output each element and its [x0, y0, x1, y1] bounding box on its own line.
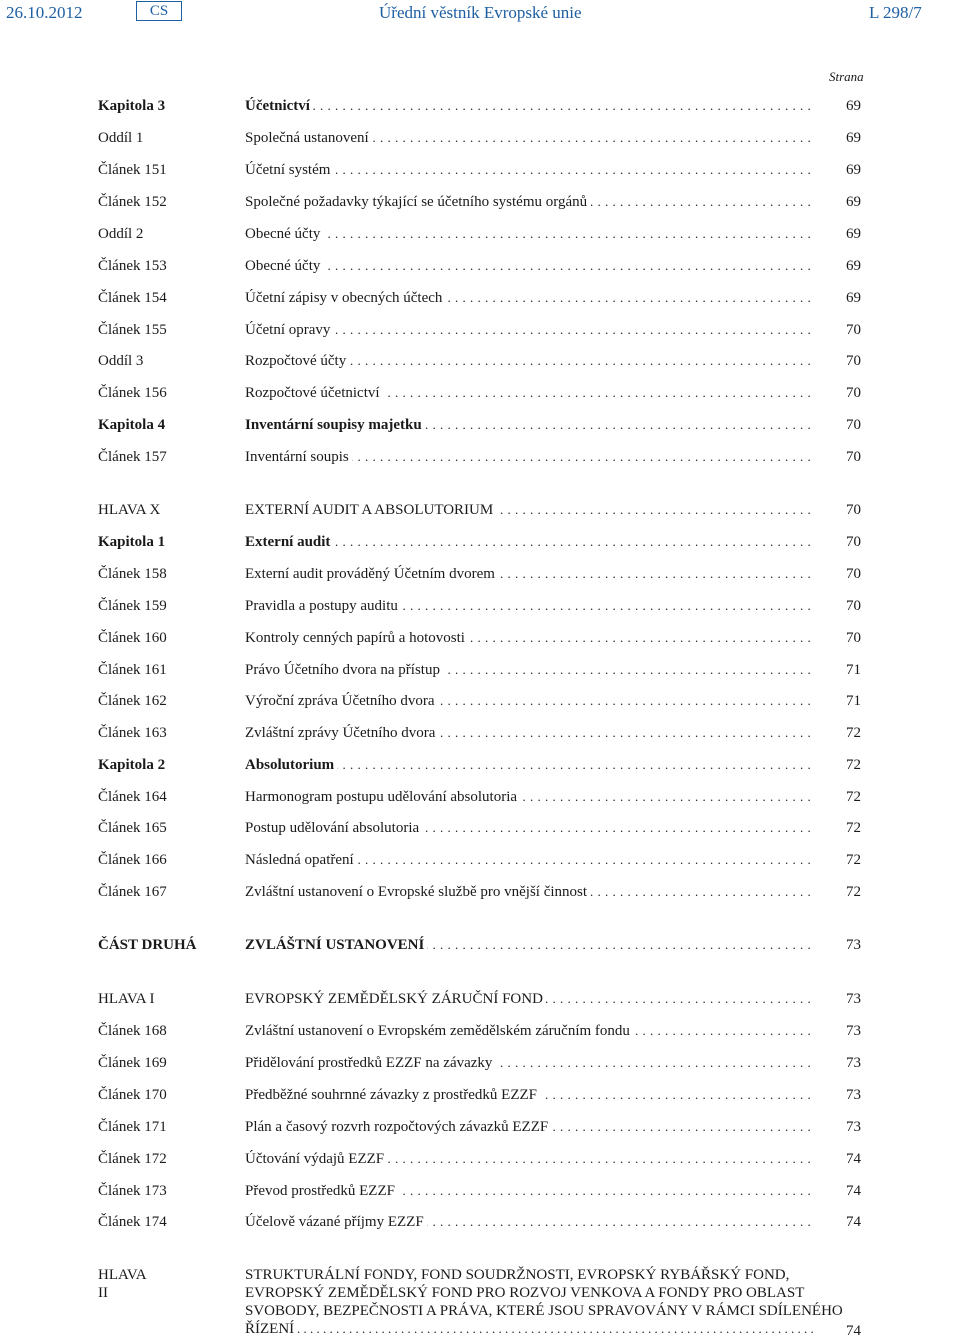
- toc-entry-label: Kapitola 2: [98, 757, 166, 773]
- toc-entry-label: Článek 166: [98, 852, 167, 868]
- toc-entry-page: 70: [846, 449, 861, 465]
- toc-entry-label: Článek 152: [98, 194, 167, 210]
- page-reference: L 298/7: [869, 3, 922, 22]
- toc-entry-title: Postup udělování absolutoria . . .: [245, 818, 815, 838]
- toc-entry-page: 74: [846, 1151, 861, 1167]
- toc-entry-label: Článek 167: [98, 884, 167, 900]
- toc-entry-label: Článek 164: [98, 789, 167, 805]
- toc-entry-title: EXTERNÍ AUDIT A ABSOLUTORIUM . . .: [245, 500, 815, 520]
- toc-entry-label: Oddíl 1: [98, 130, 144, 146]
- toc-entry-title: Účetní opravy . . .: [245, 320, 815, 340]
- language-badge: CS: [136, 1, 182, 21]
- toc-entry-page: 70: [846, 417, 861, 433]
- toc-entry-title: Pravidla a postupy auditu . . .: [245, 596, 815, 616]
- toc-entry-page: 73: [846, 1023, 861, 1039]
- toc-entry-page: 73: [846, 991, 861, 1007]
- toc-entry-label: Článek 158: [98, 566, 167, 582]
- toc-entry-label: HLAVA I: [98, 991, 155, 1007]
- page-header: [0, 0, 960, 26]
- toc-entry-page: 71: [846, 693, 861, 709]
- toc-entry-page: 69: [846, 98, 861, 114]
- toc-entry-page: 73: [846, 1055, 861, 1071]
- toc-entry-page: 70: [846, 353, 861, 369]
- toc-entry-title: Společné požadavky týkající se účetního systému orgánů . . .: [245, 192, 815, 212]
- toc-entry-page: 73: [846, 1119, 861, 1135]
- toc-entry-title: Harmonogram postupu udělování absolutoria . . .: [245, 787, 815, 807]
- toc-entry-page: 72: [846, 820, 861, 836]
- toc-entry-title: Společná ustanovení . . .: [245, 128, 815, 148]
- toc-entry-page: 69: [846, 194, 861, 210]
- toc-entry-line: ŘÍZENÍ . . .: [245, 1320, 815, 1338]
- toc-entry-title: Rozpočtové účty . . .: [245, 351, 815, 371]
- toc-entry-page: 72: [846, 757, 861, 773]
- toc-entry-label: Článek 156: [98, 385, 167, 401]
- toc-entry-label: Článek 154: [98, 290, 167, 306]
- toc-entry-page: 70: [846, 502, 861, 518]
- toc-entry-page: 70: [846, 322, 861, 338]
- toc-entry-label: Článek 157: [98, 449, 167, 465]
- toc-entry-title: Přidělování prostředků EZZF na závazky . . .: [245, 1053, 815, 1073]
- toc-entry-title: Zvláštní ustanovení o Evropské službě pro vnější činnost . . .: [245, 882, 815, 902]
- toc-entry-label: Článek 173: [98, 1183, 167, 1199]
- toc-entry-text: [245, 1266, 843, 1338]
- toc-entry-label: Článek 174: [98, 1214, 167, 1230]
- toc-entry-page: 71: [846, 662, 861, 678]
- toc-entry-title: Právo Účetního dvora na přístup . . .: [245, 660, 815, 680]
- toc-entry-page: 69: [846, 130, 861, 146]
- toc-entry-line: STRUKTURÁLNÍ FONDY, FOND SOUDRŽNOSTI, EVROPSKÝ RYBÁŘSKÝ FOND,: [245, 1267, 790, 1283]
- toc-entry-title: Účelově vázané příjmy EZZF . . .: [245, 1212, 815, 1232]
- toc-entry-title: Předběžné souhrnné závazky z prostředků EZZF . . .: [245, 1085, 815, 1105]
- toc-entry-label: Článek 172: [98, 1151, 167, 1167]
- journal-title: Úřední věstník Evropské unie: [379, 3, 582, 22]
- toc-entry-label: Kapitola 4: [98, 417, 166, 433]
- toc-entry-label: Článek 162: [98, 693, 167, 709]
- toc-entry-page: 70: [846, 385, 861, 401]
- toc-entry-page: 69: [846, 226, 861, 242]
- toc-entry-label: HLAVA X: [98, 502, 161, 518]
- toc-entry-title: Obecné účty . . .: [245, 256, 815, 276]
- toc-entry-page: 69: [846, 162, 861, 178]
- toc-entry-page: 72: [846, 884, 861, 900]
- toc-entry-title: Rozpočtové účetnictví . . .: [245, 383, 815, 403]
- toc-entry-title: Výroční zpráva Účetního dvora . . .: [245, 691, 815, 711]
- toc-entry-title: Externí audit . . .: [245, 532, 815, 552]
- toc-entry-label: Oddíl 3: [98, 353, 144, 369]
- toc-entry-title: Inventární soupisy majetku . . .: [245, 415, 815, 435]
- toc-entry-title: ZVLÁŠTNÍ USTANOVENÍ . . .: [245, 935, 815, 955]
- toc-entry-label: Článek 171: [98, 1119, 167, 1135]
- toc-entry-title: Převod prostředků EZZF . . .: [245, 1181, 815, 1201]
- toc-entry-title: Zvláštní ustanovení o Evropském zemědělském záručním fondu . . .: [245, 1021, 815, 1041]
- toc-entry-label: Kapitola 1: [98, 534, 166, 550]
- toc-entry-label: Článek 160: [98, 630, 167, 646]
- toc-entry-title: Účtování výdajů EZZF . . .: [245, 1149, 815, 1169]
- toc-entry-title: Následná opatření . . .: [245, 850, 815, 870]
- toc-entry-title: Obecné účty . . .: [245, 224, 815, 244]
- toc-entry-title: Externí audit prováděný Účetním dvorem . . .: [245, 564, 815, 584]
- toc-entry-page: 74: [846, 1214, 861, 1230]
- toc-entry-title: EVROPSKÝ ZEMĚDĚLSKÝ ZÁRUČNÍ FOND . . .: [245, 989, 815, 1009]
- toc-entry-label: Článek 170: [98, 1087, 167, 1103]
- toc-entry-page: 72: [846, 852, 861, 868]
- toc-entry-page: 72: [846, 725, 861, 741]
- toc-entry-page: 70: [846, 598, 861, 614]
- toc-entry-label: HLAVA II: [98, 1267, 146, 1301]
- toc-entry-label: Článek 165: [98, 820, 167, 836]
- toc-entry-page: 69: [846, 290, 861, 306]
- toc-entry-page: 74: [846, 1183, 861, 1199]
- toc-entry-label: Článek 153: [98, 258, 167, 274]
- toc-entry-title: Účetnictví . . .: [245, 96, 815, 116]
- toc-entry-page: 73: [846, 1087, 861, 1103]
- toc-entry-page: 72: [846, 789, 861, 805]
- toc-entry-label: Článek 169: [98, 1055, 167, 1071]
- toc-entry-title: Inventární soupis . . .: [245, 447, 815, 467]
- toc-entry-page: 69: [846, 258, 861, 274]
- toc-entry-page: 73: [846, 937, 861, 953]
- toc-entry-label: Článek 161: [98, 662, 167, 678]
- toc-entry-title: Účetní systém . . .: [245, 160, 815, 180]
- toc-entry-title: Plán a časový rozvrh rozpočtových závazků EZZF . . .: [245, 1117, 815, 1137]
- toc-entry-page: 70: [846, 630, 861, 646]
- toc-entry-title: Zvláštní zprávy Účetního dvora . . .: [245, 723, 815, 743]
- toc-entry-label: Kapitola 3: [98, 98, 166, 114]
- toc-entry-label: ČÁST DRUHÁ: [98, 937, 197, 953]
- toc-entry-line: EVROPSKÝ ZEMĚDĚLSKÝ FOND PRO ROZVOJ VENKOVA A FONDY PRO OBLAST: [245, 1285, 805, 1301]
- toc-entry-label: Článek 159: [98, 598, 167, 614]
- page-column-heading: Strana: [829, 69, 864, 84]
- toc-entry-page: 74: [846, 1323, 861, 1339]
- toc-entry-label: Článek 155: [98, 322, 167, 338]
- toc-entry-title: Kontroly cenných papírů a hotovosti . . .: [245, 628, 815, 648]
- toc-entry-label: Oddíl 2: [98, 226, 144, 242]
- header-date: 26.10.2012: [6, 3, 83, 22]
- toc-entry-title: Absolutorium . . .: [245, 755, 815, 775]
- toc-entry-line: SVOBODY, BEZPEČNOSTI A PRÁVA, KTERÉ JSOU SPRAVOVÁNY V RÁMCI SDÍLENÉHO: [245, 1303, 843, 1319]
- toc-entry-title: Účetní zápisy v obecných účtech . . .: [245, 288, 815, 308]
- toc-entry-page: 70: [846, 566, 861, 582]
- toc-entry-label: Článek 168: [98, 1023, 167, 1039]
- toc-entry-label: Článek 163: [98, 725, 167, 741]
- toc-entry-label: Článek 151: [98, 162, 167, 178]
- toc-entry-page: 70: [846, 534, 861, 550]
